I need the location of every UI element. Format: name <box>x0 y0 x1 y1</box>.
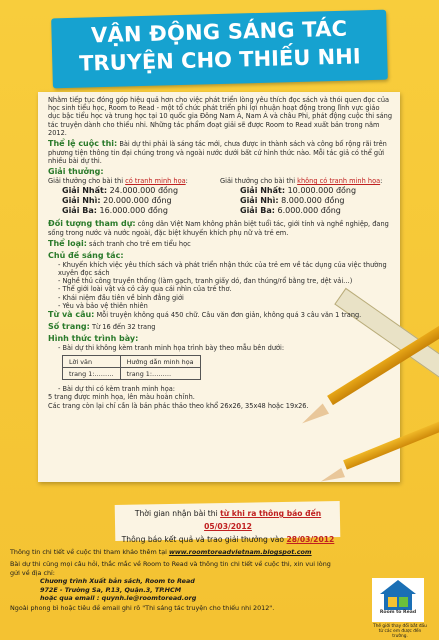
format-label: Hình thức trình bày: <box>48 334 139 344</box>
format-line-2: - Bài dự thi có kèm tranh minh họa: <box>58 385 176 394</box>
deadline-date-1: từ khi ra thông báo đến 05/03/2012 <box>204 509 322 531</box>
table-header-text: Lời văn <box>63 356 121 368</box>
prizes-illus-heading-b: có tranh minh họa <box>125 177 186 186</box>
prize-illus-1 <box>48 186 220 196</box>
prize-illus-1-name: Giải Nhất: <box>62 185 108 195</box>
deadline-text <box>118 507 338 546</box>
prize-illus-1-amount: 24.000.000 đồng <box>109 185 179 195</box>
title-line-2: TRUYỆN CHO THIẾU NHI <box>78 44 361 76</box>
pages-label: Số trang: <box>48 322 90 332</box>
format-sample-table <box>62 355 201 380</box>
rules-paragraph <box>48 139 393 165</box>
deadline-line-1 <box>118 507 338 533</box>
website-link[interactable]: www.roomtoreadvietnam.blogspot.com <box>168 548 312 556</box>
deadline-date-2: 28/03/2012 <box>286 535 335 544</box>
logo-name: Room to Read <box>379 610 417 615</box>
topic-list <box>48 261 393 310</box>
contact-detail-text: Thông tin chi tiết về cuộc thi tham khảo thêm tại <box>10 548 169 556</box>
prize-noillus-1-name: Giải Nhất: <box>240 185 286 195</box>
prizes-noillus-column <box>220 177 392 215</box>
topic-label: Chủ đề sáng tác: <box>48 250 124 260</box>
contact-block <box>10 548 340 613</box>
contact-address-1: Chương trình Xuất bản sách, Room to Read <box>40 577 195 586</box>
genre-label: Thể loại: <box>48 238 87 248</box>
topic-item: - Thế giới loài vật và cỏ cây qua cái nhìn của trẻ thơ. <box>58 285 232 294</box>
rules-text: Bài dự thi phải là sáng tác mới, chưa được in thành sách và công bố rộng rãi trên phương tiện thông tin đại chúng trong và ngoài nước dưới bất cứ hình thức nào. Mỗi tác giả có thể gửi nhiều bài dự thi. <box>48 140 387 166</box>
genre-text: sách tranh cho trẻ em tiểu học <box>86 239 191 248</box>
topic-item: - Khái niệm đầu tiên về bình đẳng giới <box>58 293 184 302</box>
table-cell: trang 1:……… <box>120 368 200 380</box>
prize-illus-2-name: Giải Nhì: <box>62 195 101 205</box>
logo-tagline: Thế giới thay đổi bắt đầu từ các em được đến trường. <box>373 624 427 639</box>
prizes-illus-heading-a: Giải thưởng cho bài thi <box>48 177 126 186</box>
wordcount-text: Mỗi truyện không quá 450 chữ. Câu văn đơn giản, không quá 3 câu văn 1 trang. <box>94 311 362 320</box>
rules-label: Thể lệ cuộc thi: <box>48 139 118 149</box>
contact-address-2: 972E - Trường Sa, P.13, Quận.3, TP.HCM <box>40 585 182 594</box>
house-book-icon <box>372 578 424 612</box>
genre-paragraph <box>48 239 393 249</box>
title-block <box>51 14 387 79</box>
wordcount-label: Từ và câu: <box>48 310 95 320</box>
table-row <box>63 356 201 368</box>
prize-noillus-3 <box>220 206 392 216</box>
audience-text: công dân Việt Nam không phân biệt tuổi tác, giới tính và nghề nghiệp, đang sống trong nước và nước ngoài, đặc biệt khuyến khích phụ nữ và trẻ em. <box>48 219 389 237</box>
prizes-illus-heading-c: : <box>185 177 188 186</box>
pages-text: Từ 16 đến 32 trang <box>89 323 156 332</box>
prize-noillus-1-amount: 10.000.000 đồng <box>287 185 357 195</box>
deadline-pre-2: Thông báo kết quả và trao giải thưởng vào <box>121 535 287 544</box>
prize-illus-3-name: Giải Ba: <box>62 205 97 215</box>
prize-noillus-3-name: Giải Ba: <box>240 205 275 215</box>
prizes-label: Giải thưởng: <box>48 167 104 177</box>
prize-illus-3-amount: 16.000.000 đồng <box>99 205 168 215</box>
table-header-illustration: Hướng dẫn minh họa <box>120 356 200 368</box>
format-line-4: Các trang còn lại chỉ cần là bản phác thảo theo khổ 26x26, 35x48 hoặc 19x26. <box>48 401 309 410</box>
format-line-3: 5 trang được minh họa, lên màu hoàn chỉnh. <box>48 393 195 402</box>
prize-noillus-2 <box>220 196 392 206</box>
table-row <box>63 368 201 380</box>
deadline-line-2 <box>118 533 338 546</box>
contact-note: Ngoài phong bì hoặc tiêu đề email ghi rõ "Thi sáng tác truyện cho thiếu nhi 2012". <box>10 604 275 613</box>
wordcount-paragraph <box>48 310 393 320</box>
prize-illus-2-amount: 20.000.000 đồng <box>103 195 172 205</box>
audience-paragraph <box>48 219 393 237</box>
prizes-illus-heading <box>48 177 220 185</box>
prize-noillus-3-amount: 6.000.000 đồng <box>277 205 341 215</box>
prize-illus-2 <box>48 196 220 206</box>
prize-noillus-2-name: Giải Nhì: <box>240 195 279 205</box>
table-cell: trang 1:……… <box>63 368 121 380</box>
prizes-noillus-heading-a: Giải thưởng cho bài thi <box>220 177 298 186</box>
room-to-read-logo <box>372 578 424 622</box>
prize-noillus-1 <box>220 186 392 196</box>
topic-item: - Nghề thủ công truyền thống (làm gạch, tranh giấy dó, đan thúng/rổ bằng tre, dệt vải…) <box>58 277 353 286</box>
topic-item: - Khuyến khích việc yêu thích sách và phát triển nhận thức của trẻ em về tác dụng của việc thường xuyên đọc sách <box>58 260 387 278</box>
contact-email[interactable]: hoặc qua email : quynh.le@roomtoread.org <box>40 594 197 603</box>
topic-item: - Yêu và bảo vệ thiên nhiên <box>58 301 148 310</box>
pages-paragraph <box>48 322 393 332</box>
content <box>48 96 393 410</box>
prizes-noillus-heading <box>220 177 392 185</box>
prizes-noillus-heading-c: : <box>380 177 383 186</box>
contact-ask: Bài dự thi cũng mọi câu hỏi, thắc mắc về Room to Read và thông tin chi tiết về cuộc thi, xin vui lòng gửi về địa chỉ: <box>10 560 331 577</box>
format-line-1: - Bài dự thi không kèm tranh minh họa trình bày theo mẫu bên dưới: <box>58 344 285 353</box>
prizes-noillus-heading-b: không có tranh minh họa <box>297 177 381 186</box>
prizes-row <box>48 177 393 215</box>
deadline-pre: Thời gian nhận bài thi <box>134 509 221 518</box>
intro-paragraph: Nhằm tiếp tục đóng góp hiệu quả hơn cho việc phát triển lòng yêu thích đọc sách và thói quen đọc của học sinh tiểu học, Room to Read - một tổ chức phát triển phi lợi nhuận hoạt động trong lĩnh vực giáo dục bậc tiểu học và trung học tại 10 quốc gia Đông Nam Á, Nam Á và châu Phi, phát động cuộc thi sáng tác truyện dành cho thiếu nhi. Những tác phẩm đoạt giải sẽ được Room to Read xuất bản trong năm 2012. <box>48 96 393 137</box>
audience-label: Đối tượng tham dự: <box>48 218 136 228</box>
title-line-1: VẬN ĐỘNG SÁNG TÁC <box>90 16 348 48</box>
prizes-illus-column <box>48 177 220 215</box>
prize-illus-3 <box>48 206 220 216</box>
contact-detail <box>10 548 340 556</box>
prize-noillus-2-amount: 8.000.000 đồng <box>281 195 345 205</box>
